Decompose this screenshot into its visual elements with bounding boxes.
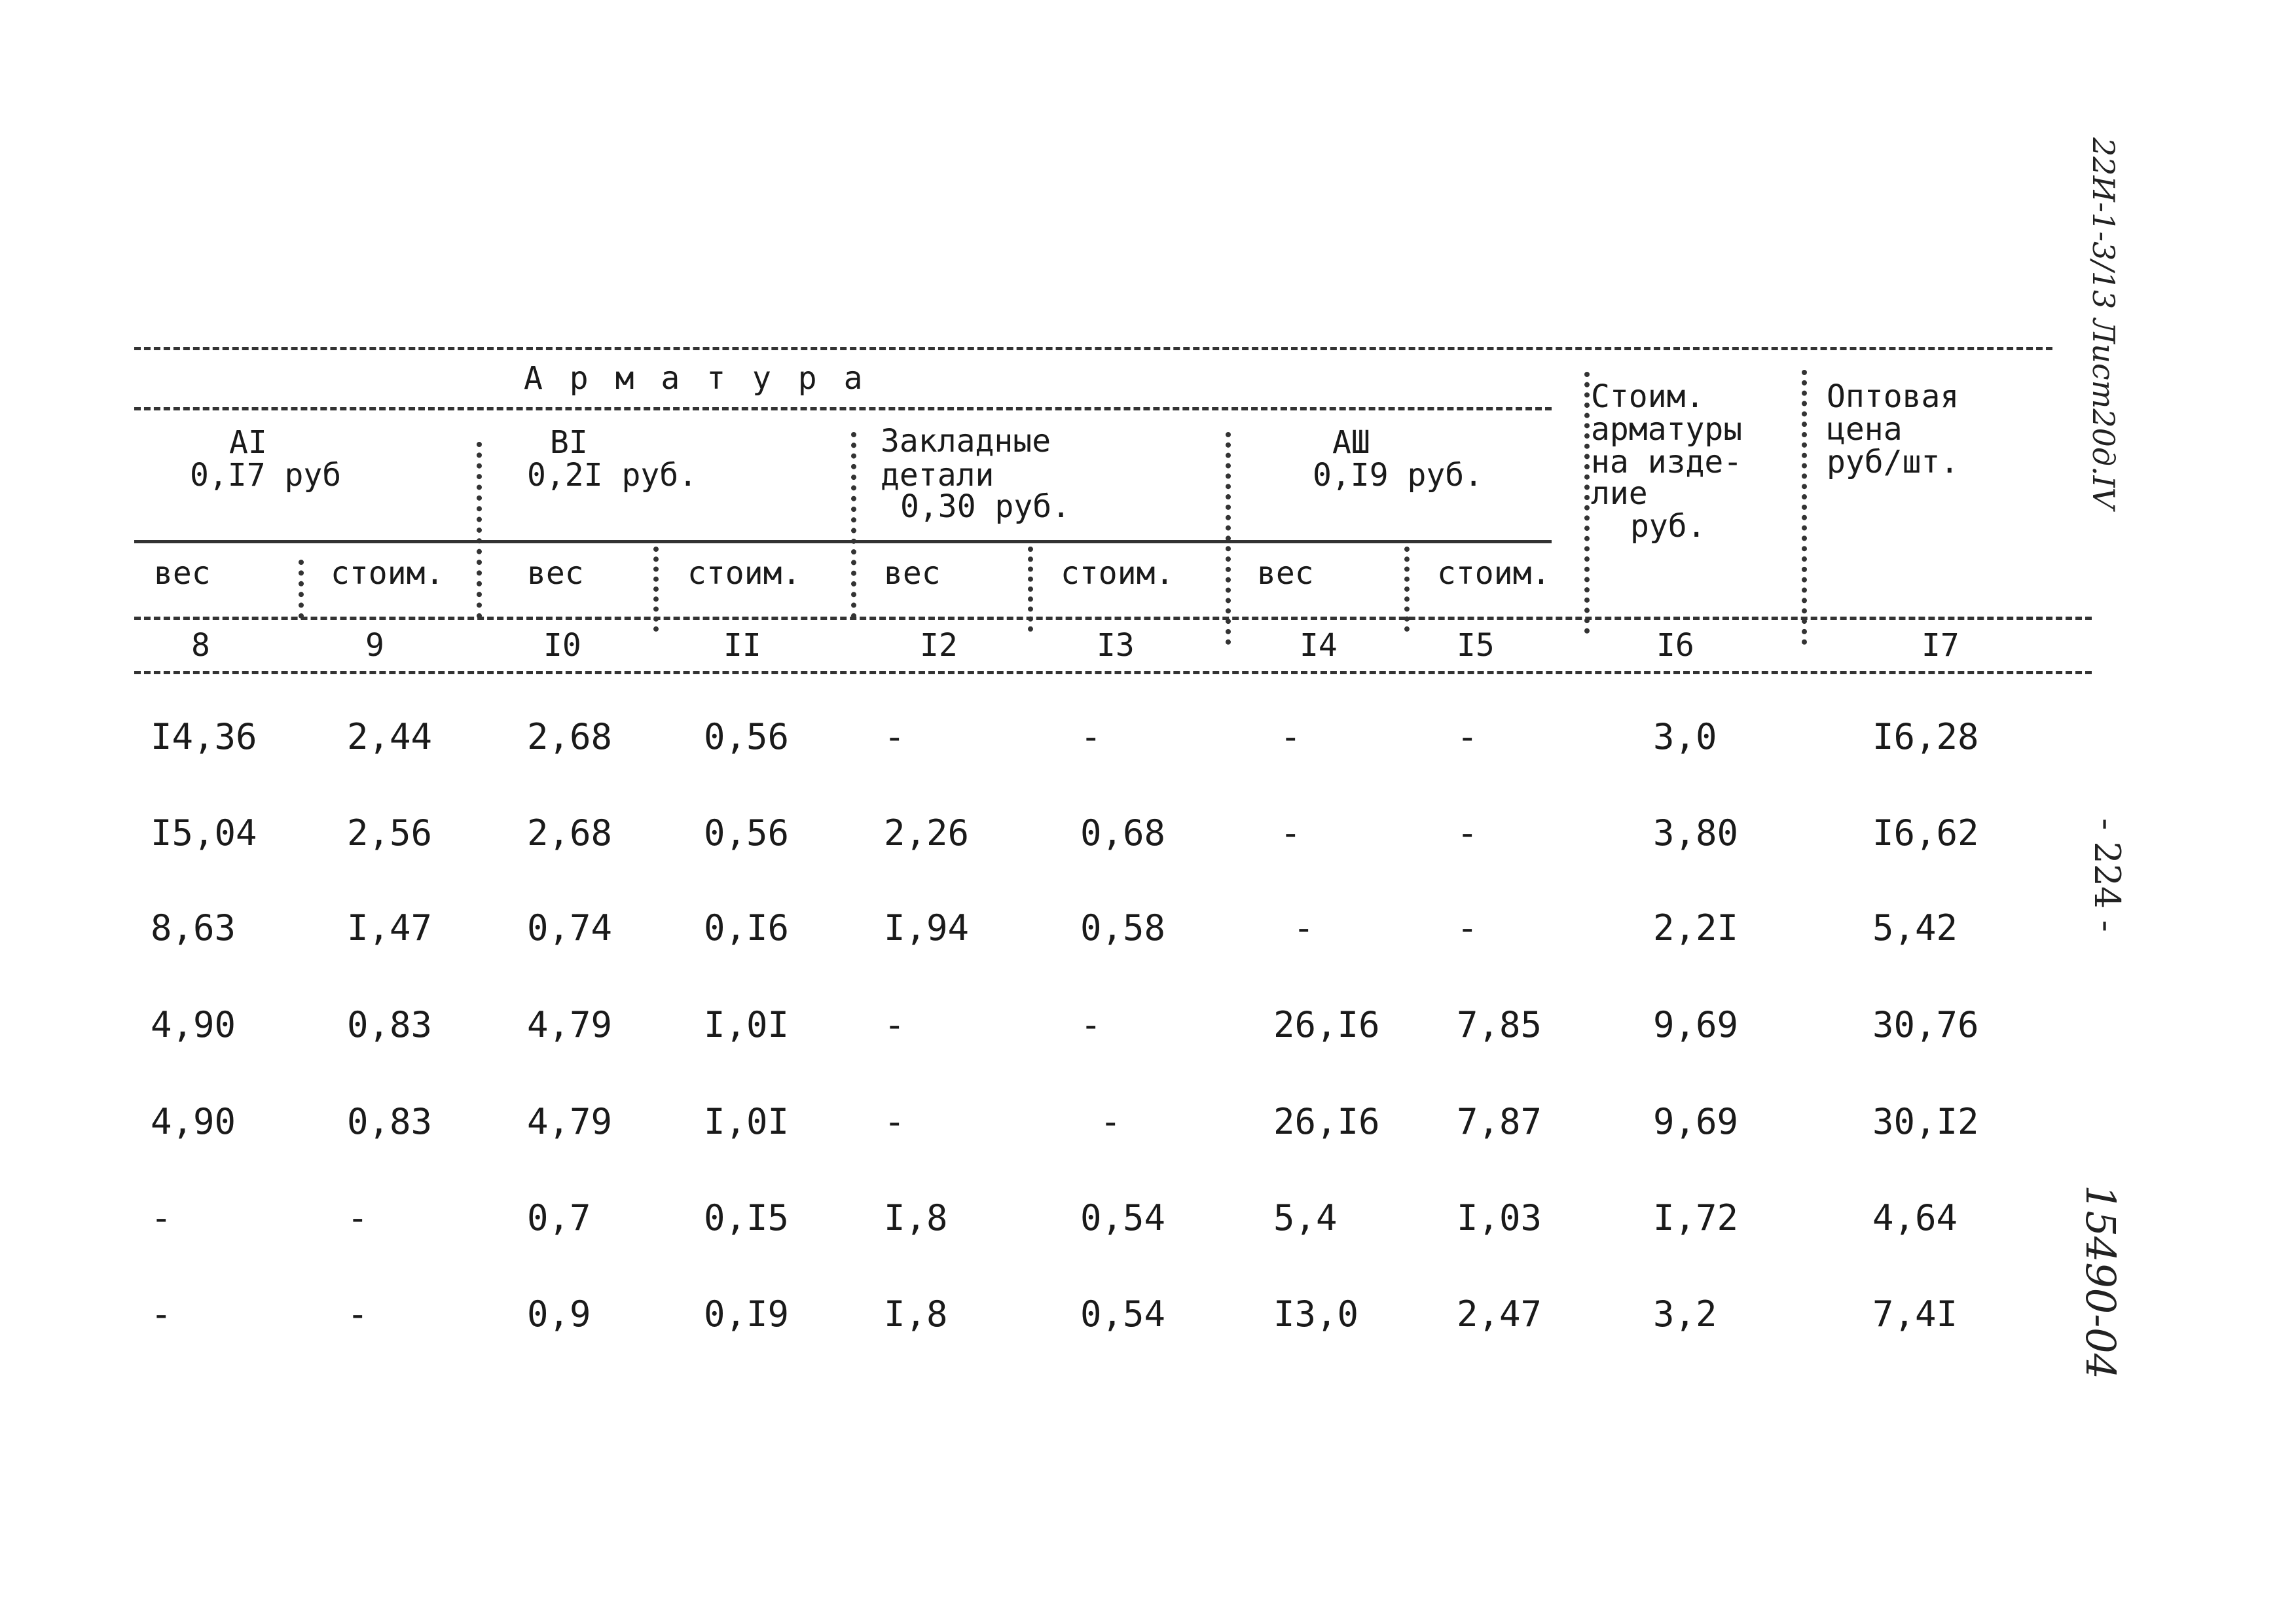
- header-rebar-cost-line3: на изде-: [1591, 444, 1743, 480]
- separator-aiii-rebar: [1584, 372, 1590, 634]
- cell-bi-weight: 0,74: [527, 907, 613, 948]
- cell-wholesale: 30,I2: [1872, 1101, 1979, 1142]
- cell-rebar-cost: 2,2I: [1653, 907, 1739, 948]
- rule-colnum-top: [134, 617, 2092, 620]
- header-rebar-cost-line4: лие: [1591, 475, 1648, 512]
- colnum-17: I7: [1922, 627, 1959, 664]
- cell-aiii-cost: 2,47: [1457, 1293, 1542, 1335]
- subheader-ai-weight: вес: [154, 555, 211, 592]
- cell-aiii-cost: -: [1457, 812, 1478, 854]
- header-aiii-price: 0,I9 руб.: [1313, 457, 1484, 494]
- colnum-9: 9: [365, 627, 384, 664]
- cell-embedded-weight: -: [884, 716, 905, 757]
- cell-ai-weight: 8,63: [151, 907, 236, 948]
- header-rebar-cost-line2: арматуры: [1591, 411, 1743, 448]
- colnum-14: I4: [1300, 627, 1338, 664]
- header-embedded-line1: Закладные: [881, 423, 1051, 460]
- cell-embedded-weight: 2,26: [884, 812, 970, 854]
- cell-aiii-weight: -: [1293, 907, 1315, 948]
- cell-ai-weight: -: [151, 1293, 172, 1335]
- cell-ai-cost: 0,83: [347, 1101, 433, 1142]
- cell-ai-cost: -: [347, 1293, 369, 1335]
- cell-aiii-cost: 7,87: [1457, 1101, 1542, 1142]
- cell-bi-cost: 0,56: [704, 812, 790, 854]
- subheader-ai-cost: стоим.: [331, 555, 445, 592]
- cell-rebar-cost: 3,0: [1653, 716, 1717, 757]
- cell-aiii-cost: -: [1457, 907, 1478, 948]
- colnum-11: II: [723, 627, 761, 664]
- header-rebar-cost-line5: руб.: [1630, 508, 1706, 545]
- cell-wholesale: 4,64: [1872, 1197, 1958, 1238]
- cell-bi-cost: 0,I6: [704, 907, 790, 948]
- header-aiii-name: AШ: [1332, 424, 1370, 461]
- cell-bi-cost: 0,I9: [704, 1293, 790, 1335]
- header-rebar-cost-line1: Стоим.: [1591, 378, 1705, 415]
- cell-embedded-cost: -: [1080, 716, 1102, 757]
- cell-embedded-cost: 0,68: [1080, 812, 1166, 854]
- cell-bi-weight: 2,68: [527, 812, 613, 854]
- cell-aiii-weight: 5,4: [1273, 1197, 1338, 1238]
- cell-embedded-cost: -: [1080, 1004, 1102, 1045]
- cell-aiii-weight: 26,I6: [1273, 1101, 1380, 1142]
- cell-rebar-cost: 9,69: [1653, 1004, 1739, 1045]
- cell-embedded-weight: I,94: [884, 907, 970, 948]
- margin-page-number: - 224 -: [2086, 818, 2128, 932]
- colnum-15: I5: [1457, 627, 1495, 664]
- header-ai-name: AI: [229, 424, 267, 461]
- header-wholesale-line3: руб/шт.: [1827, 444, 1959, 480]
- cell-aiii-cost: 7,85: [1457, 1004, 1542, 1045]
- separator-aiii-inner: [1404, 547, 1410, 632]
- cell-aiii-cost: I,03: [1457, 1197, 1542, 1238]
- cell-wholesale: I6,62: [1872, 812, 1979, 854]
- cell-embedded-weight: I,8: [884, 1197, 948, 1238]
- rule-subheader: [134, 540, 1552, 543]
- separator-embedded-inner: [1028, 547, 1033, 632]
- margin-series-note: 22И-1-3/13 Лист20д.IV: [2086, 137, 2121, 510]
- subheader-aiii-cost: стоим.: [1437, 555, 1551, 592]
- cell-ai-weight: I4,36: [151, 716, 257, 757]
- header-bi-name: BI: [550, 424, 588, 461]
- cell-aiii-weight: I3,0: [1273, 1293, 1359, 1335]
- cell-ai-cost: I,47: [347, 907, 433, 948]
- rule-group: [134, 407, 1552, 410]
- cell-ai-weight: I5,04: [151, 812, 257, 854]
- header-bi-price: 0,2I руб.: [527, 457, 698, 494]
- cell-embedded-weight: -: [884, 1101, 905, 1142]
- colnum-10: I0: [543, 627, 581, 664]
- cell-ai-weight: -: [151, 1197, 172, 1238]
- subheader-bi-weight: вес: [527, 555, 584, 592]
- colnum-13: I3: [1097, 627, 1135, 664]
- header-embedded-line2: детали: [881, 457, 994, 494]
- header-wholesale-line1: Оптовая: [1827, 378, 1959, 415]
- separator-ai-bi: [477, 442, 482, 619]
- cell-wholesale: 30,76: [1872, 1004, 1979, 1045]
- cell-rebar-cost: 3,2: [1653, 1293, 1717, 1335]
- rule-top: [134, 347, 2052, 350]
- cell-bi-cost: I,0I: [704, 1101, 790, 1142]
- cell-aiii-weight: -: [1280, 716, 1302, 757]
- cell-embedded-cost: 0,58: [1080, 907, 1166, 948]
- cell-bi-weight: 4,79: [527, 1004, 613, 1045]
- cell-ai-weight: 4,90: [151, 1004, 236, 1045]
- cell-ai-cost: 2,44: [347, 716, 433, 757]
- cell-rebar-cost: I,72: [1653, 1197, 1739, 1238]
- cell-aiii-weight: 26,I6: [1273, 1004, 1380, 1045]
- subheader-embedded-cost: стоим.: [1061, 555, 1175, 592]
- cell-rebar-cost: 9,69: [1653, 1101, 1739, 1142]
- header-ai-price: 0,I7 руб: [190, 457, 342, 494]
- cell-bi-weight: 0,9: [527, 1293, 591, 1335]
- cell-embedded-weight: -: [884, 1004, 905, 1045]
- separator-bi-inner: [653, 547, 659, 632]
- cell-embedded-cost: -: [1100, 1101, 1121, 1142]
- cell-bi-cost: I,0I: [704, 1004, 790, 1045]
- cell-ai-weight: 4,90: [151, 1101, 236, 1142]
- separator-ai-inner: [299, 560, 304, 619]
- separator-embedded-aiii: [1226, 432, 1231, 645]
- separator-rebar-wholesale: [1802, 370, 1807, 645]
- subheader-aiii-weight: вес: [1257, 555, 1314, 592]
- cell-wholesale: 5,42: [1872, 907, 1958, 948]
- cell-rebar-cost: 3,80: [1653, 812, 1739, 854]
- colnum-16: I6: [1656, 627, 1694, 664]
- cell-bi-cost: 0,56: [704, 716, 790, 757]
- separator-bi-embedded: [851, 432, 856, 619]
- cell-wholesale: 7,4I: [1872, 1293, 1958, 1335]
- colnum-8: 8: [191, 627, 210, 664]
- cell-embedded-cost: 0,54: [1080, 1197, 1166, 1238]
- cell-ai-cost: -: [347, 1197, 369, 1238]
- cell-ai-cost: 2,56: [347, 812, 433, 854]
- cell-wholesale: I6,28: [1872, 716, 1979, 757]
- cell-bi-cost: 0,I5: [704, 1197, 790, 1238]
- rule-colnum-bottom: [134, 671, 2092, 674]
- colnum-12: I2: [920, 627, 958, 664]
- cell-ai-cost: 0,83: [347, 1004, 433, 1045]
- header-embedded-price: 0,30 руб.: [900, 488, 1071, 525]
- cell-embedded-weight: I,8: [884, 1293, 948, 1335]
- cell-aiii-cost: -: [1457, 716, 1478, 757]
- cell-bi-weight: 2,68: [527, 716, 613, 757]
- header-wholesale-line2: цена: [1827, 411, 1903, 448]
- margin-code: 15490-04: [2077, 1185, 2124, 1380]
- cell-bi-weight: 4,79: [527, 1101, 613, 1142]
- subheader-embedded-weight: вес: [884, 555, 941, 592]
- group-title-armatura: А р м а т у р а: [524, 360, 867, 397]
- cell-aiii-weight: -: [1280, 812, 1302, 854]
- subheader-bi-cost: стоим.: [687, 555, 801, 592]
- cell-embedded-cost: 0,54: [1080, 1293, 1166, 1335]
- cell-bi-weight: 0,7: [527, 1197, 591, 1238]
